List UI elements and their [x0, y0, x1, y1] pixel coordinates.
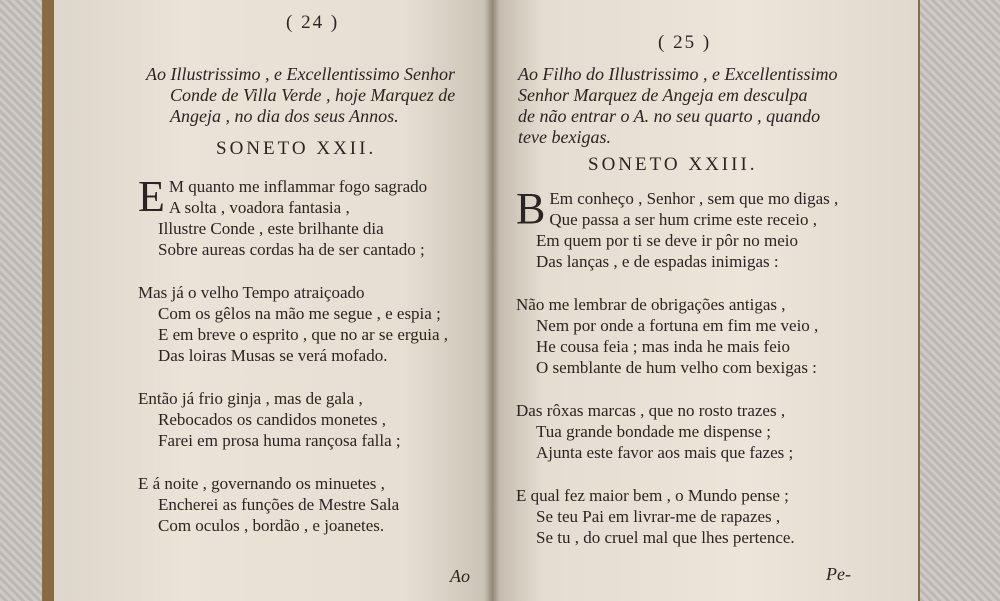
- stanza: [516, 400, 896, 463]
- verse-line: Tua grande bondade me dispense ;: [536, 422, 771, 441]
- book-gutter: [484, 0, 500, 601]
- verse-line: M quanto me inflammar fogo sagrado: [168, 177, 428, 196]
- verse-line: O semblante de hum velho com bexigas :: [536, 358, 817, 377]
- sonnet-title: SONETO XXIII.: [588, 154, 758, 175]
- sonnet-body: [516, 184, 896, 570]
- right-page: [492, 0, 918, 601]
- dedication: [518, 64, 837, 148]
- stanza: [516, 184, 896, 272]
- verse-line: E qual fez maior bem , o Mundo pense ;: [516, 486, 789, 505]
- verse-line: Em conheço , Senhor , sem que mo digas ,: [549, 189, 839, 208]
- stanza: [138, 388, 488, 451]
- drop-cap: B: [516, 184, 546, 233]
- stanza: [516, 294, 896, 378]
- page-number: ( 24 ): [286, 12, 340, 33]
- verse-line: Que passa a ser hum crime este receio ,: [549, 210, 817, 229]
- verse-line: Sobre aureas cordas ha de ser cantado ;: [158, 240, 425, 259]
- verse-line: Então já frio ginja , mas de gala ,: [138, 389, 363, 408]
- verse-line: Se tu , do cruel mal que lhes pertence.: [536, 528, 795, 547]
- verse-line: Mas já o velho Tempo atraiçoado: [138, 283, 365, 302]
- stanza: [138, 172, 488, 260]
- dedication-line: Conde de Villa Verde , hoje Marquez de: [170, 85, 456, 105]
- dedication-line: Senhor Marquez de Angeja em desculpa: [518, 85, 808, 105]
- dedication-line: teve bexigas.: [518, 127, 611, 147]
- verse-line: He cousa feia ; mas inda he mais feio: [536, 337, 790, 356]
- catchword: Pe-: [826, 564, 851, 584]
- verse-line: Farei em prosa huma rançosa falla ;: [158, 431, 401, 450]
- verse-line: Encherei as funções de Mestre Sala: [158, 495, 400, 514]
- verse-line: Não me lembrar de obrigações antigas ,: [516, 295, 786, 314]
- verse-line: Rebocados os candidos monetes ,: [158, 410, 387, 429]
- verse-line: A solta , voadora fantasia ,: [168, 198, 350, 217]
- verse-line: Nem por onde a fortuna em fim me veio ,: [536, 316, 819, 335]
- dedication-line: Ao Filho do Illustrissimo , e Excellentissimo: [518, 64, 838, 84]
- verse-line: Com oculos , bordão , e joanetes.: [158, 516, 385, 535]
- dedication-line: Angeja , no dia dos seus Annos.: [170, 106, 399, 126]
- left-page: [54, 0, 492, 601]
- verse-line: Illustre Conde , este brilhante dia: [158, 219, 384, 238]
- sonnet-title: SONETO XXII.: [216, 138, 377, 159]
- verse-line: E á noite , governando os minuetes ,: [138, 474, 385, 493]
- dedication: [146, 64, 455, 127]
- dedication-line: Ao Illustrissimo , e Excellentissimo Senhor: [146, 64, 455, 84]
- sonnet-body: [138, 172, 488, 558]
- verse-line: Com os gêlos na mão me segue , e espia ;: [158, 304, 441, 323]
- verse-line: Em quem por ti se deve ir pôr no meio: [536, 231, 799, 250]
- verse-line: Se teu Pai em livrar-me de rapazes ,: [536, 507, 781, 526]
- stanza: [138, 282, 488, 366]
- dedication-line: de não entrar o A. no seu quarto , quando: [518, 106, 821, 126]
- stanza: [138, 473, 488, 536]
- verse-line: Das lanças , e de espadas inimigas :: [536, 252, 779, 271]
- stanza: [516, 485, 896, 548]
- verse-line: Das loiras Musas se verá mofado.: [158, 346, 388, 365]
- verse-line: E em breve o esprito , que no ar se erguia ,: [158, 325, 449, 344]
- catchword: Ao: [450, 566, 470, 586]
- verse-line: Ajunta este favor aos mais que fazes ;: [536, 443, 794, 462]
- drop-cap: E: [138, 172, 165, 221]
- verse-line: Das rôxas marcas , que no rosto trazes ,: [516, 401, 786, 420]
- page-number: ( 25 ): [658, 32, 712, 53]
